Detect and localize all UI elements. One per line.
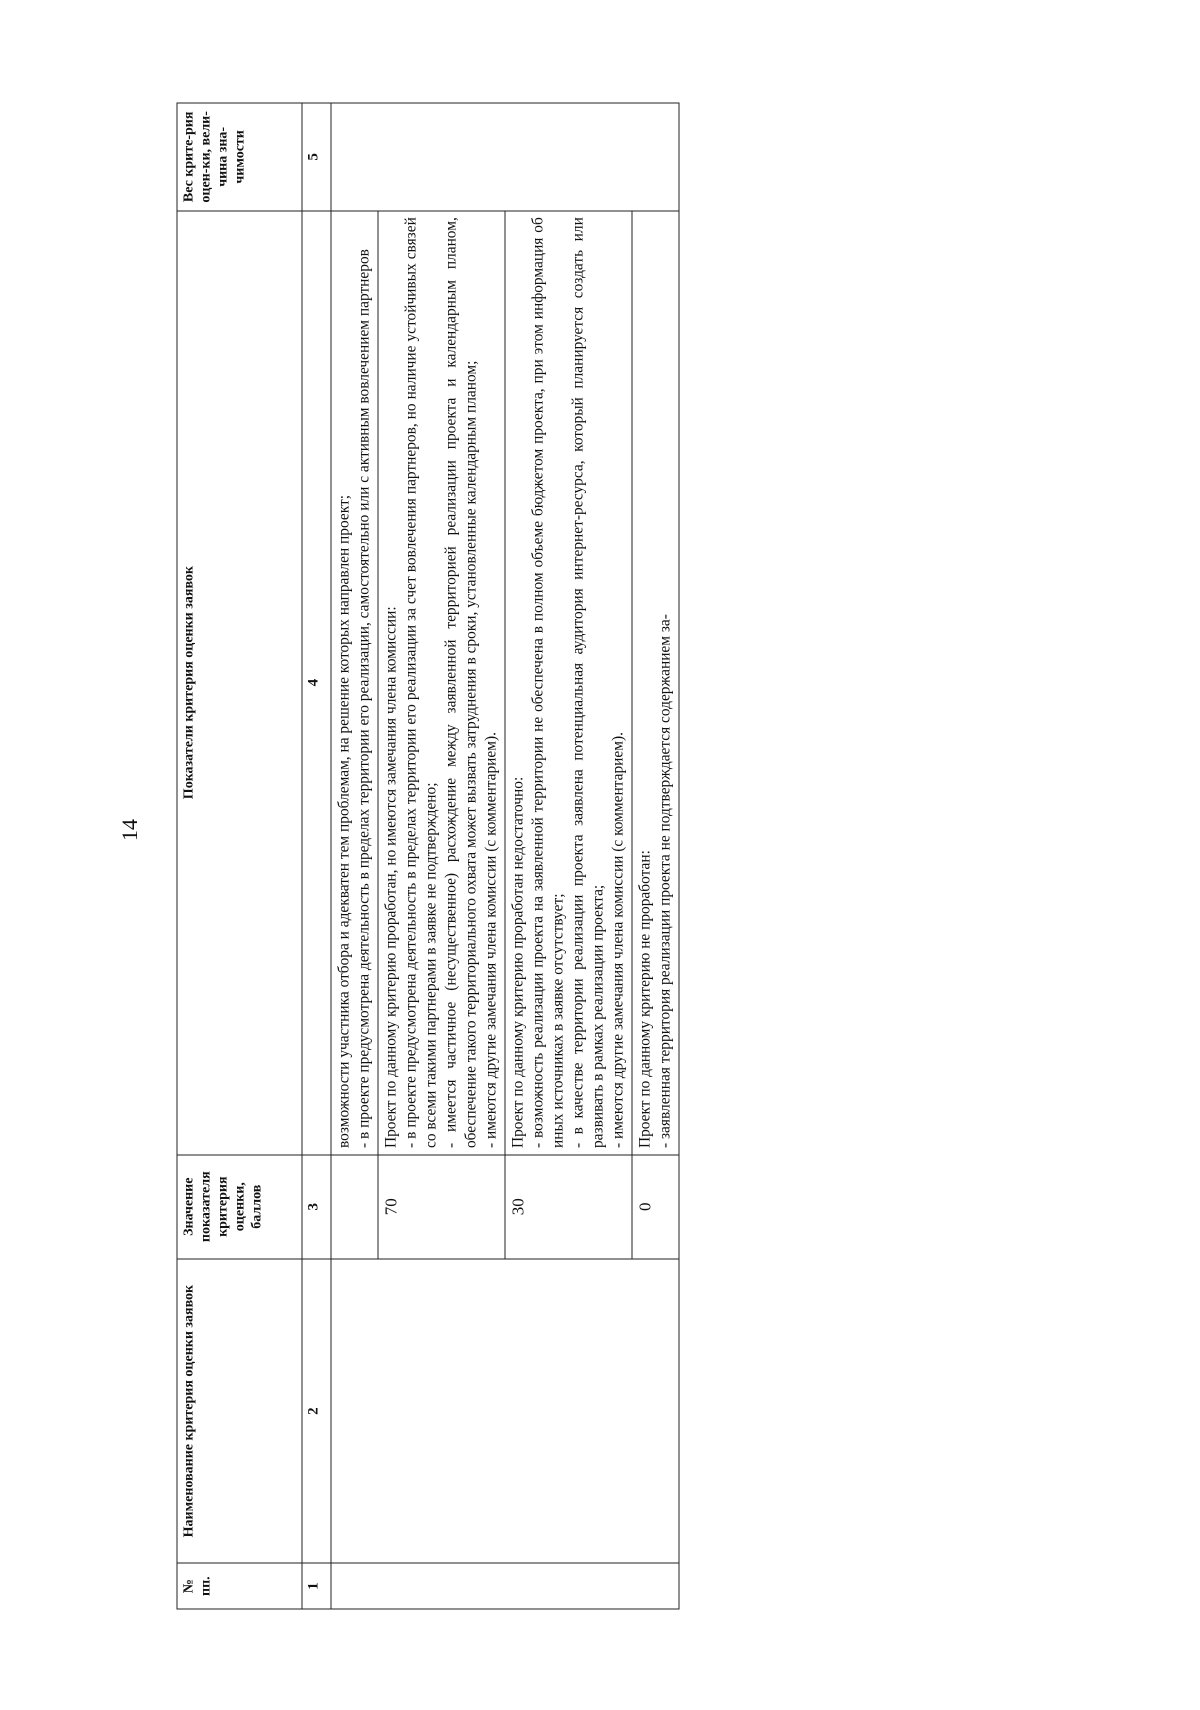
indicator-cell [378,211,505,1155]
indicator-line: - в проекте предусмотрена деятельность в пределах территории его реализации за счет вовлечения партнеров, но наличие устойчивых связей со всеми такими партнерами в заявке не подтверждено; [402,217,439,1149]
number-cell-empty [331,1563,679,1609]
rotated-table-wrapper [176,103,1178,1610]
column-number: 4 [302,211,331,1155]
header-weight: Вес крите-рия оцен-ки, вели-чина зна-чимости [177,103,302,211]
column-number-row [302,103,331,1609]
score-cell: 70 [378,1155,505,1259]
header-criterion-name: Наименование критерия оценки заявок [177,1259,302,1563]
score-cell: 30 [505,1155,632,1259]
indicator-line: - заявленная территория реализации проекта не подтверждается содержанием за- [656,614,673,1149]
weight-cell-empty [331,103,679,211]
indicator-line: - в проекте предусмотрена деятельность в пределах территории его реализации, самостоятельно или с активным вовлечением партнеров [355,249,372,1149]
column-number: 1 [302,1563,331,1609]
criterion-name-cell-empty [331,1259,679,1563]
score-cell [331,1155,378,1259]
indicator-cell [331,211,378,1155]
indicator-line: - имеются другие замечания члена комиссии (с комментарием). [609,732,626,1149]
table-header-row [177,103,302,1609]
indicator-cell [632,211,679,1155]
indicator-line: - имеются другие замечания члена комиссии (с комментарием). [482,732,499,1149]
indicator-line: Проект по данному критерию не проработан: [636,850,653,1149]
column-number: 3 [302,1155,331,1259]
indicator-cell [505,211,632,1155]
indicator-line: возможности участника отбора и адекватен тем проблемам, на решение которых направлен проект; [335,495,352,1149]
indicator-line: - возможность реализации проекта на заявленной территории не обеспечена в полном объеме бюджетом проекта, при этом информация об иных источниках в заявке отсутствует; [529,217,566,1149]
page-number: 14 [117,819,142,841]
indicator-line: - имеется частичное (несущественное) расхождение между заявленной территорией реализации проекта и календарным планом, обеспечение такого территориального охвата может вызвать затруднения в сроки, установленные календарным планом; [442,217,479,1149]
header-number: № пп. [177,1563,302,1609]
header-indicators: Показатели критерия оценки заявок [177,211,302,1155]
column-number: 5 [302,103,331,211]
column-number: 2 [302,1259,331,1563]
indicator-line: Проект по данному критерию проработан недостаточно: [509,776,526,1149]
criteria-table [176,103,679,1610]
table-row [331,103,378,1609]
indicator-line: Проект по данному критерию проработан, но имеются замечания члена комиссии: [382,606,399,1149]
score-cell: 0 [632,1155,679,1259]
header-score-value: Значение показателя критерия оценки, баллов [177,1155,302,1259]
indicator-line: - в качестве территории реализации проекта заявлена потенциальная аудитория интернет-ресурса, который планируется создать или развивать в рамках реализации проекта; [569,217,606,1149]
